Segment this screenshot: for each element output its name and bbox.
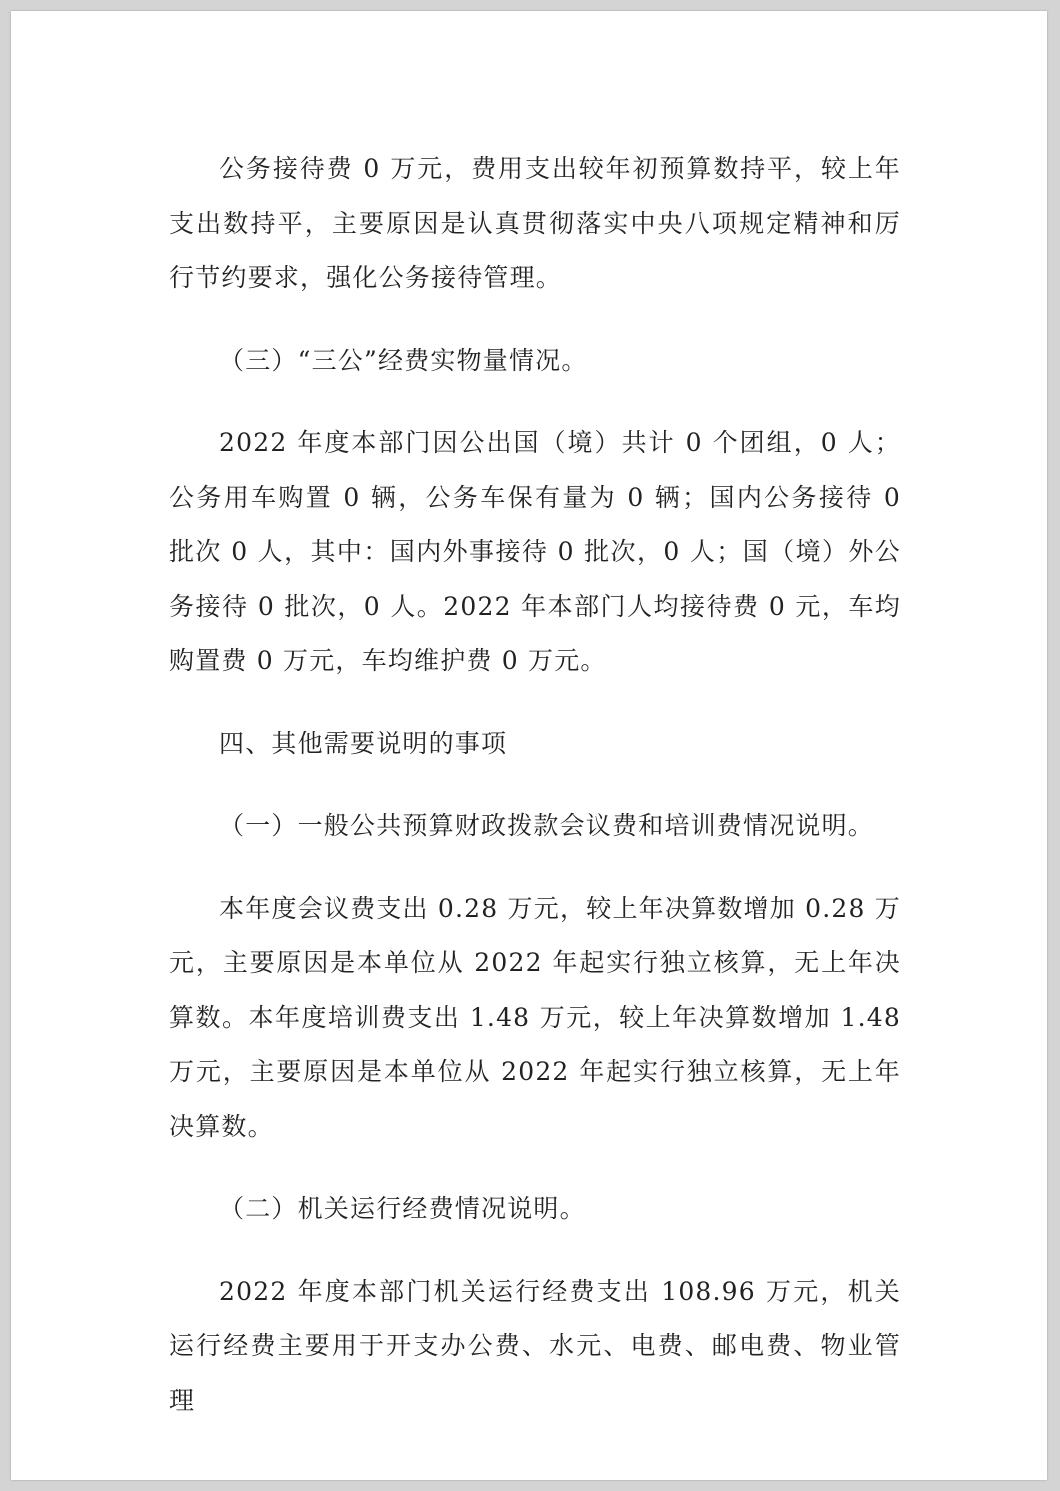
document-page [11,11,1047,1480]
paragraph-physical-quantity: 2022 年度本部门因公出国（境）共计 0 个团组，0 人；公务用车购置 0 辆，公务车保有量为 0 辆；国内公务接待 0 批次 0 人，其中：国内外事接待 0 批次，0 人；国（境）外公务接待 0 批次，0 人。2022 年本部门人均接待费 0 元，车均购置费 0 万元，车均维护费 0 万元。 [169,428,901,675]
section-heading-other-matters: 四、其他需要说明的事项 [219,728,508,758]
paragraph-hospitality-expense: 公务接待费 0 万元，费用支出较年初预算数持平，较上年支出数持平，主要原因是认真贯彻落实中央八项规定精神和厉行节约要求，强化公务接待管理。 [169,154,901,292]
heading-three-public-physical-quantity: （三）“三公”经费实物量情况。 [219,345,588,375]
heading-meeting-training: （一）一般公共预算财政拨款会议费和培训费情况说明。 [219,811,875,840]
paragraph-meeting-training: 本年度会议费支出 0.28 万元，较上年决算数增加 0.28 万元，主要原因是本单位从 2022 年起实行独立核算，无上年决算数。本年度培训费支出 1.48 万元，较上年决算数增加 1.48 万元，主要原因是本单位从 2022 年起实行独立核算，无上年决算数。 [169,893,901,1141]
document-body [169,142,901,1428]
heading-operating-costs: （二）机关运行经费情况说明。 [219,1194,586,1223]
paragraph-operating-costs: 2022 年度本部门机关运行经费支出 108.96 万元，机关运行经费主要用于开支办公费、水元、电费、邮电费、物业管理 [169,1276,901,1415]
